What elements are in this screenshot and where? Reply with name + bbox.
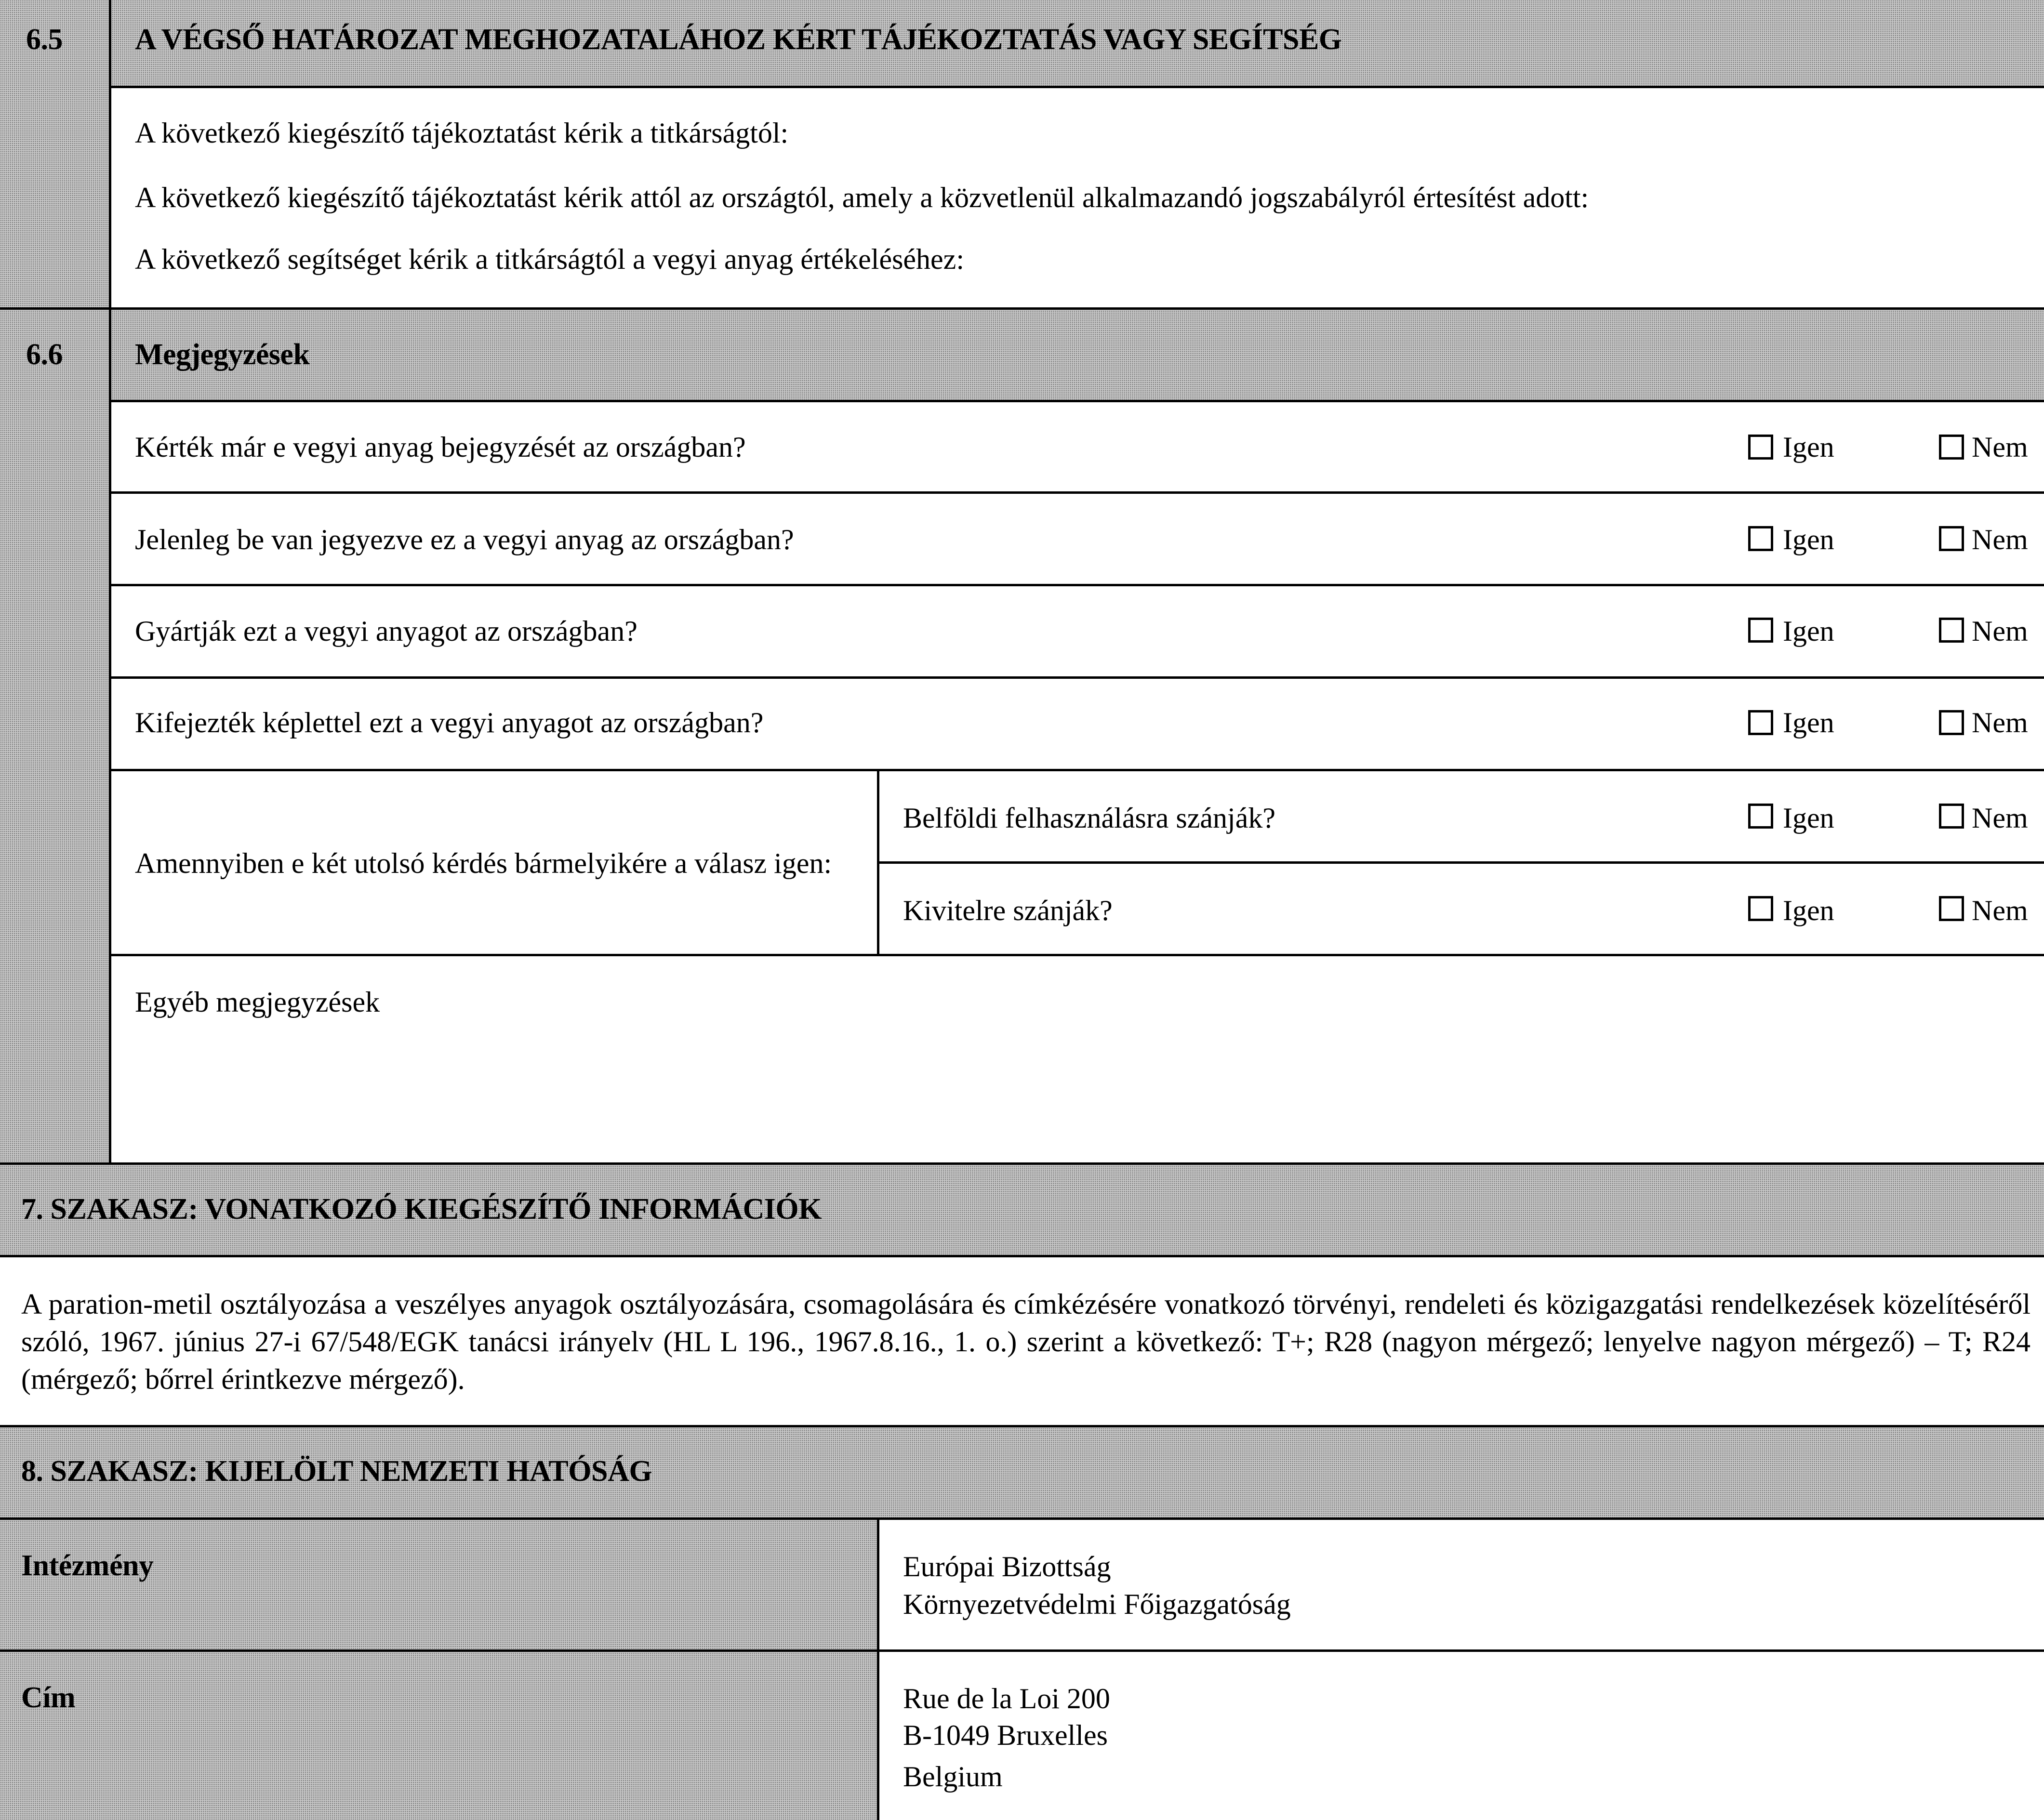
checkbox-q1-yes[interactable] bbox=[1748, 435, 1773, 460]
question-produced: Gyártják ezt a vegyi anyagot az országban? bbox=[135, 615, 637, 647]
rule bbox=[877, 1518, 879, 1820]
no-label: Nem bbox=[1972, 524, 2028, 555]
institution-label-shade bbox=[0, 1518, 878, 1650]
rule bbox=[110, 676, 2044, 679]
checkbox-q5-yes[interactable] bbox=[1748, 804, 1773, 829]
rule bbox=[110, 491, 2044, 494]
checkbox-q5-no[interactable] bbox=[1939, 804, 1964, 829]
rule bbox=[878, 861, 2044, 864]
yes-label: Igen bbox=[1783, 615, 1834, 647]
address-label-shade bbox=[0, 1650, 878, 1820]
checkbox-q4-yes[interactable] bbox=[1748, 710, 1773, 735]
no-label: Nem bbox=[1972, 615, 2028, 647]
country-info-request: A következő kiegészítő tájékoztatást kérik attól az országtól, amely a közvetlenül alkalmazandó jogszabályról értesítést adott: bbox=[135, 182, 1589, 213]
question-currently-registered: Jelenleg be van jegyezve ez a vegyi anyag az országban? bbox=[135, 524, 794, 555]
checkbox-q6-yes[interactable] bbox=[1748, 896, 1773, 921]
no-label: Nem bbox=[1972, 895, 2028, 926]
secretariat-info-request: A következő kiegészítő tájékoztatást kérik a titkárságtól: bbox=[135, 117, 789, 149]
section-6-6-number: 6.6 bbox=[26, 338, 63, 371]
rule bbox=[0, 1255, 2044, 1257]
no-label: Nem bbox=[1972, 802, 2028, 834]
rule bbox=[109, 0, 111, 1163]
rule bbox=[877, 770, 879, 955]
institution-line-2: Környezetvédelmi Főigazgatóság bbox=[903, 1588, 1291, 1620]
rule bbox=[110, 954, 2044, 956]
yes-label: Igen bbox=[1783, 707, 1834, 739]
section-6-6-header-shade bbox=[110, 308, 2044, 401]
classification-paragraph: A paration-metil osztályozása a veszélyes anyagok osztályozására, csomagolására és címkézésére vonatkozó törvényi, rendeleti és közigazgatási rendelkezések közelítéséről szóló, 1967. június 27-i 67/548/EGK tanácsi irányelv (HL L 196., 1967.8.16., 1. o.) szerint a következő: T+; R28 (nagyon mérgező; lenyelve nagyon mérgező) – T; R24 (mérgező; bőrrel érintkezve mérgező). bbox=[21, 1288, 2031, 1395]
checkbox-q2-no[interactable] bbox=[1939, 526, 1964, 551]
address-line-3: Belgium bbox=[903, 1761, 1003, 1793]
rule bbox=[110, 584, 2044, 586]
rule bbox=[0, 1649, 2044, 1652]
rule bbox=[0, 1162, 2044, 1165]
checkbox-q3-no[interactable] bbox=[1939, 618, 1964, 643]
address-line-2: B-1049 Bruxelles bbox=[903, 1719, 1108, 1751]
checkbox-q3-yes[interactable] bbox=[1748, 618, 1773, 643]
no-label: Nem bbox=[1972, 431, 2028, 463]
yes-label: Igen bbox=[1783, 431, 1834, 463]
rule bbox=[0, 1517, 2044, 1520]
checkbox-q1-no[interactable] bbox=[1939, 435, 1964, 460]
rule bbox=[110, 400, 2044, 402]
rule bbox=[110, 769, 2044, 771]
checkbox-q6-no[interactable] bbox=[1939, 896, 1964, 921]
address-label: Cím bbox=[21, 1681, 76, 1714]
yes-label: Igen bbox=[1783, 802, 1834, 834]
section-6-5-title: A VÉGSŐ HATÁROZAT MEGHOZATALÁHOZ KÉRT TÁJÉKOZTATÁS VAGY SEGÍTSÉG bbox=[135, 23, 1342, 56]
checkbox-q2-yes[interactable] bbox=[1748, 526, 1773, 551]
section-6-6-title: Megjegyzések bbox=[135, 338, 310, 371]
question-export: Kivitelre szánják? bbox=[903, 895, 1113, 926]
rule bbox=[0, 307, 2044, 310]
rule bbox=[0, 1425, 2044, 1427]
section-6-5-number: 6.5 bbox=[26, 23, 63, 56]
question-formulated: Kifejezték képlettel ezt a vegyi anyagot az országban? bbox=[135, 707, 764, 739]
no-label: Nem bbox=[1972, 707, 2028, 739]
left-margin-shade bbox=[0, 0, 110, 1163]
rule bbox=[110, 86, 2044, 88]
question-registration-requested: Kérték már e vegyi anyag bejegyzését az országban? bbox=[135, 431, 746, 463]
yes-label: Igen bbox=[1783, 524, 1834, 555]
institution-label: Intézmény bbox=[21, 1549, 154, 1582]
other-remarks-label: Egyéb megjegyzések bbox=[135, 986, 380, 1018]
assessment-help-request: A következő segítséget kérik a titkárságtól a vegyi anyag értékeléséhez: bbox=[135, 243, 964, 275]
checkbox-q4-no[interactable] bbox=[1939, 710, 1964, 735]
institution-line-1: Európai Bizottság bbox=[903, 1551, 1111, 1583]
address-line-1: Rue de la Loi 200 bbox=[903, 1683, 1110, 1714]
yes-label: Igen bbox=[1783, 895, 1834, 926]
conditional-question-label: Amennyiben e két utolsó kérdés bármelyikére a válasz igen: bbox=[135, 847, 832, 879]
question-domestic-use: Belföldi felhasználásra szánják? bbox=[903, 802, 1275, 834]
section-8-title: 8. SZAKASZ: KIJELÖLT NEMZETI HATÓSÁG bbox=[21, 1455, 652, 1488]
section-7-title: 7. SZAKASZ: VONATKOZÓ KIEGÉSZÍTŐ INFORMÁCIÓK bbox=[21, 1193, 822, 1226]
